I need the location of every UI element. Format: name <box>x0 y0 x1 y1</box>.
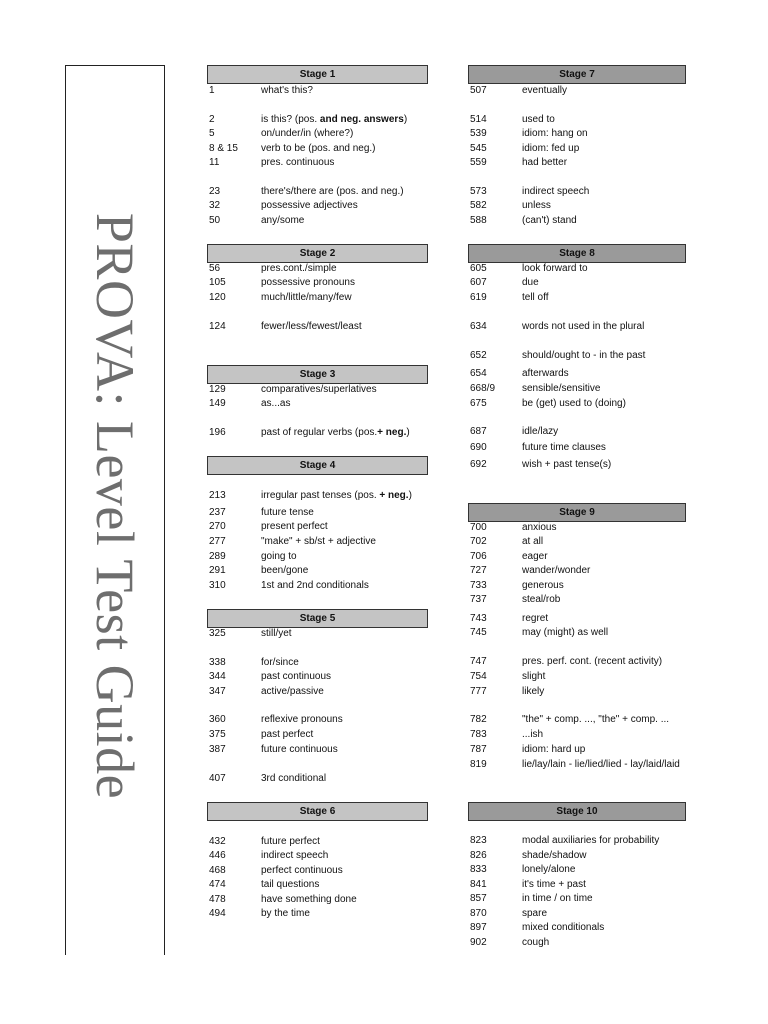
topic-label: had better <box>522 157 568 168</box>
topic-label: in time / on time <box>522 893 593 904</box>
topic-number: 675 <box>470 398 487 409</box>
topic-label: going to <box>261 551 297 562</box>
topic-label: should/ought to - in the past <box>522 350 646 361</box>
topic-label: unless <box>522 200 551 211</box>
topic-number: 32 <box>209 200 221 211</box>
document-title: PROVA: Level Test Guide <box>85 212 145 800</box>
topic-number: 737 <box>470 594 487 605</box>
topic-label: ...ish <box>522 729 544 740</box>
topic-label: shade/shadow <box>522 850 587 861</box>
topic-label: as...as <box>261 398 291 409</box>
stage-header: Stage 10 <box>468 802 686 821</box>
topic-number: 270 <box>209 521 226 532</box>
topic-number: 310 <box>209 580 226 591</box>
topic-label: what's this? <box>261 85 313 96</box>
topic-number: 652 <box>470 350 487 361</box>
topic-number: 559 <box>470 157 487 168</box>
stage-header: Stage 2 <box>207 244 428 263</box>
topic-label: anxious <box>522 522 557 533</box>
topic-label: future tense <box>261 507 314 518</box>
topic-number: 787 <box>470 744 487 755</box>
topic-label: wish + past tense(s) <box>522 459 612 470</box>
topic-label: due <box>522 277 539 288</box>
topic-label: future time clauses <box>522 442 606 453</box>
topic-number: 105 <box>209 277 226 288</box>
topic-label: cough <box>522 937 550 948</box>
topic-label: modal auxiliaries for probability <box>522 835 660 846</box>
topic-number: 605 <box>470 263 487 274</box>
stage-header: Stage 9 <box>468 503 686 522</box>
topic-label: indirect speech <box>522 186 590 197</box>
topic-number: 375 <box>209 729 226 740</box>
stage-section <box>207 244 428 263</box>
topic-label: mixed conditionals <box>522 922 605 933</box>
topic-number: 823 <box>470 835 487 846</box>
topic-label: perfect continuous <box>261 865 343 876</box>
topic-label: idle/lazy <box>522 426 559 437</box>
topic-number: 783 <box>470 729 487 740</box>
topic-label: steal/rob <box>522 594 561 605</box>
topic-number: 607 <box>470 277 487 288</box>
topic-label: much/little/many/few <box>261 292 352 303</box>
topic-label: likely <box>522 686 545 697</box>
topic-number: 291 <box>209 565 226 576</box>
topic-number: 745 <box>470 627 487 638</box>
topic-number: 23 <box>209 186 221 197</box>
topic-label: (can't) stand <box>522 215 577 226</box>
topic-label: for/since <box>261 657 299 668</box>
topic-number: 237 <box>209 507 226 518</box>
topic-number: 619 <box>470 292 487 303</box>
topic-label: idiom: fed up <box>522 143 580 154</box>
topic-label: look forward to <box>522 263 588 274</box>
topic-number: 50 <box>209 215 221 226</box>
topic-number: 687 <box>470 426 487 437</box>
topic-number: 727 <box>470 565 487 576</box>
topic-label: there's/there are (pos. and neg.) <box>261 186 404 197</box>
title-panel <box>65 65 165 955</box>
topic-label: any/some <box>261 215 305 226</box>
topic-label: spare <box>522 908 548 919</box>
topic-number: 902 <box>470 937 487 948</box>
topic-label: be (get) used to (doing) <box>522 398 626 409</box>
topic-label: regret <box>522 613 549 624</box>
topic-label: is this? (pos. and neg. answers) <box>261 114 408 125</box>
topic-label: past continuous <box>261 671 332 682</box>
topic-number: 819 <box>470 759 487 770</box>
topic-label: 1st and 2nd conditionals <box>261 580 369 591</box>
topic-label: generous <box>522 580 564 591</box>
topic-label: pres. continuous <box>261 157 335 168</box>
topic-label: future perfect <box>261 836 320 847</box>
topic-number: 634 <box>470 321 487 332</box>
topic-number: 213 <box>209 490 226 501</box>
topic-number: 478 <box>209 894 226 905</box>
topic-number: 494 <box>209 908 226 919</box>
topic-number: 826 <box>470 850 487 861</box>
topic-number: 857 <box>470 893 487 904</box>
topic-label: past perfect <box>261 729 314 740</box>
topic-label: reflexive pronouns <box>261 714 343 725</box>
topic-label: words not used in the plural <box>522 321 645 332</box>
topic-number: 507 <box>470 85 487 96</box>
topic-label: used to <box>522 114 555 125</box>
topic-label: indirect speech <box>261 850 329 861</box>
topic-number: 8 & 15 <box>209 143 238 154</box>
topic-label: may (might) as well <box>522 627 609 638</box>
topic-number: 446 <box>209 850 226 861</box>
topic-label: sensible/sensitive <box>522 383 601 394</box>
topic-label: present perfect <box>261 521 328 532</box>
topic-number: 11 <box>209 157 220 168</box>
topic-number: 360 <box>209 714 226 725</box>
topic-label: afterwards <box>522 368 569 379</box>
topic-label: pres.cont./simple <box>261 263 337 274</box>
topic-number: 754 <box>470 671 487 682</box>
topic-number: 706 <box>470 551 487 562</box>
topic-number: 407 <box>209 773 226 784</box>
topic-label: pres. perf. cont. (recent activity) <box>522 656 663 667</box>
topic-number: 833 <box>470 864 487 875</box>
stage-header: Stage 7 <box>468 65 686 84</box>
topic-label: still/yet <box>261 628 292 639</box>
stage-section <box>207 802 428 821</box>
topic-label: idiom: hard up <box>522 744 586 755</box>
topic-number: 124 <box>209 321 226 332</box>
topic-label: irregular past tenses (pos. + neg.) <box>261 490 412 501</box>
topic-label: verb to be (pos. and neg.) <box>261 143 376 154</box>
stage-section <box>468 244 686 263</box>
topic-label: comparatives/superlatives <box>261 384 377 395</box>
topic-number: 2 <box>209 114 215 125</box>
topic-number: 870 <box>470 908 487 919</box>
topic-number: 777 <box>470 686 487 697</box>
topic-label: been/gone <box>261 565 309 576</box>
stage-header: Stage 3 <box>207 365 428 384</box>
topic-number: 747 <box>470 656 487 667</box>
topic-number: 700 <box>470 522 487 533</box>
topic-label: on/under/in (where?) <box>261 128 354 139</box>
topic-number: 702 <box>470 536 487 547</box>
stage-header: Stage 4 <box>207 456 428 475</box>
topic-number: 468 <box>209 865 226 876</box>
stage-header: Stage 6 <box>207 802 428 821</box>
topic-number: 344 <box>209 671 226 682</box>
topic-number: 56 <box>209 263 221 274</box>
stage-header: Stage 1 <box>207 65 428 84</box>
topic-number: 432 <box>209 836 226 847</box>
topic-number: 325 <box>209 628 226 639</box>
stage-section <box>207 65 428 84</box>
topic-label: possessive adjectives <box>261 200 358 211</box>
topic-number: 347 <box>209 686 226 697</box>
topic-label: past of regular verbs (pos.+ neg.) <box>261 427 410 438</box>
topic-label: tell off <box>522 292 549 303</box>
topic-number: 514 <box>470 114 487 125</box>
topic-number: 539 <box>470 128 487 139</box>
topic-label: active/passive <box>261 686 324 697</box>
topic-label: "make" + sb/st + adjective <box>261 536 376 547</box>
stage-section <box>207 365 428 384</box>
topic-number: 5 <box>209 128 215 139</box>
stage-section <box>207 609 428 628</box>
topic-label: it's time + past <box>522 879 586 890</box>
topic-number: 692 <box>470 459 487 470</box>
topic-label: have something done <box>261 894 357 905</box>
topic-number: 743 <box>470 613 487 624</box>
topic-label: 3rd conditional <box>261 773 327 784</box>
topic-number: 654 <box>470 368 487 379</box>
topic-number: 120 <box>209 292 226 303</box>
topic-label: lie/lay/lain - lie/lied/lied - lay/laid/laid <box>522 759 680 770</box>
topic-number: 733 <box>470 580 487 591</box>
topic-number: 474 <box>209 879 226 890</box>
topic-number: 668/9 <box>470 383 496 394</box>
topic-label: future continuous <box>261 744 338 755</box>
stage-section <box>207 456 428 475</box>
topic-label: eventually <box>522 85 568 96</box>
topic-number: 338 <box>209 657 226 668</box>
topic-number: 782 <box>470 714 487 725</box>
topic-number: 277 <box>209 536 226 547</box>
topic-number: 573 <box>470 186 487 197</box>
topic-label: lonely/alone <box>522 864 576 875</box>
topic-number: 690 <box>470 442 487 453</box>
topic-number: 289 <box>209 551 226 562</box>
stage-section <box>468 802 686 821</box>
topic-label: idiom: hang on <box>522 128 588 139</box>
topic-label: slight <box>522 671 546 682</box>
topic-number: 841 <box>470 879 487 890</box>
topic-number: 196 <box>209 427 226 438</box>
topic-number: 149 <box>209 398 226 409</box>
topic-number: 129 <box>209 384 226 395</box>
topic-label: "the" + comp. ..., "the" + comp. ... <box>522 714 670 725</box>
topic-label: possessive pronouns <box>261 277 355 288</box>
topic-label: fewer/less/fewest/least <box>261 321 362 332</box>
topic-number: 545 <box>470 143 487 154</box>
topic-label: tail questions <box>261 879 320 890</box>
topic-number: 588 <box>470 215 487 226</box>
topic-label: wander/wonder <box>522 565 591 576</box>
stage-section <box>468 503 686 522</box>
topic-number: 582 <box>470 200 487 211</box>
stage-section <box>468 65 686 84</box>
topic-number: 1 <box>209 85 215 96</box>
topic-label: by the time <box>261 908 310 919</box>
stage-header: Stage 8 <box>468 244 686 263</box>
topic-label: at all <box>522 536 544 547</box>
topic-label: eager <box>522 551 548 562</box>
stage-header: Stage 5 <box>207 609 428 628</box>
topic-number: 387 <box>209 744 226 755</box>
topic-number: 897 <box>470 922 487 933</box>
